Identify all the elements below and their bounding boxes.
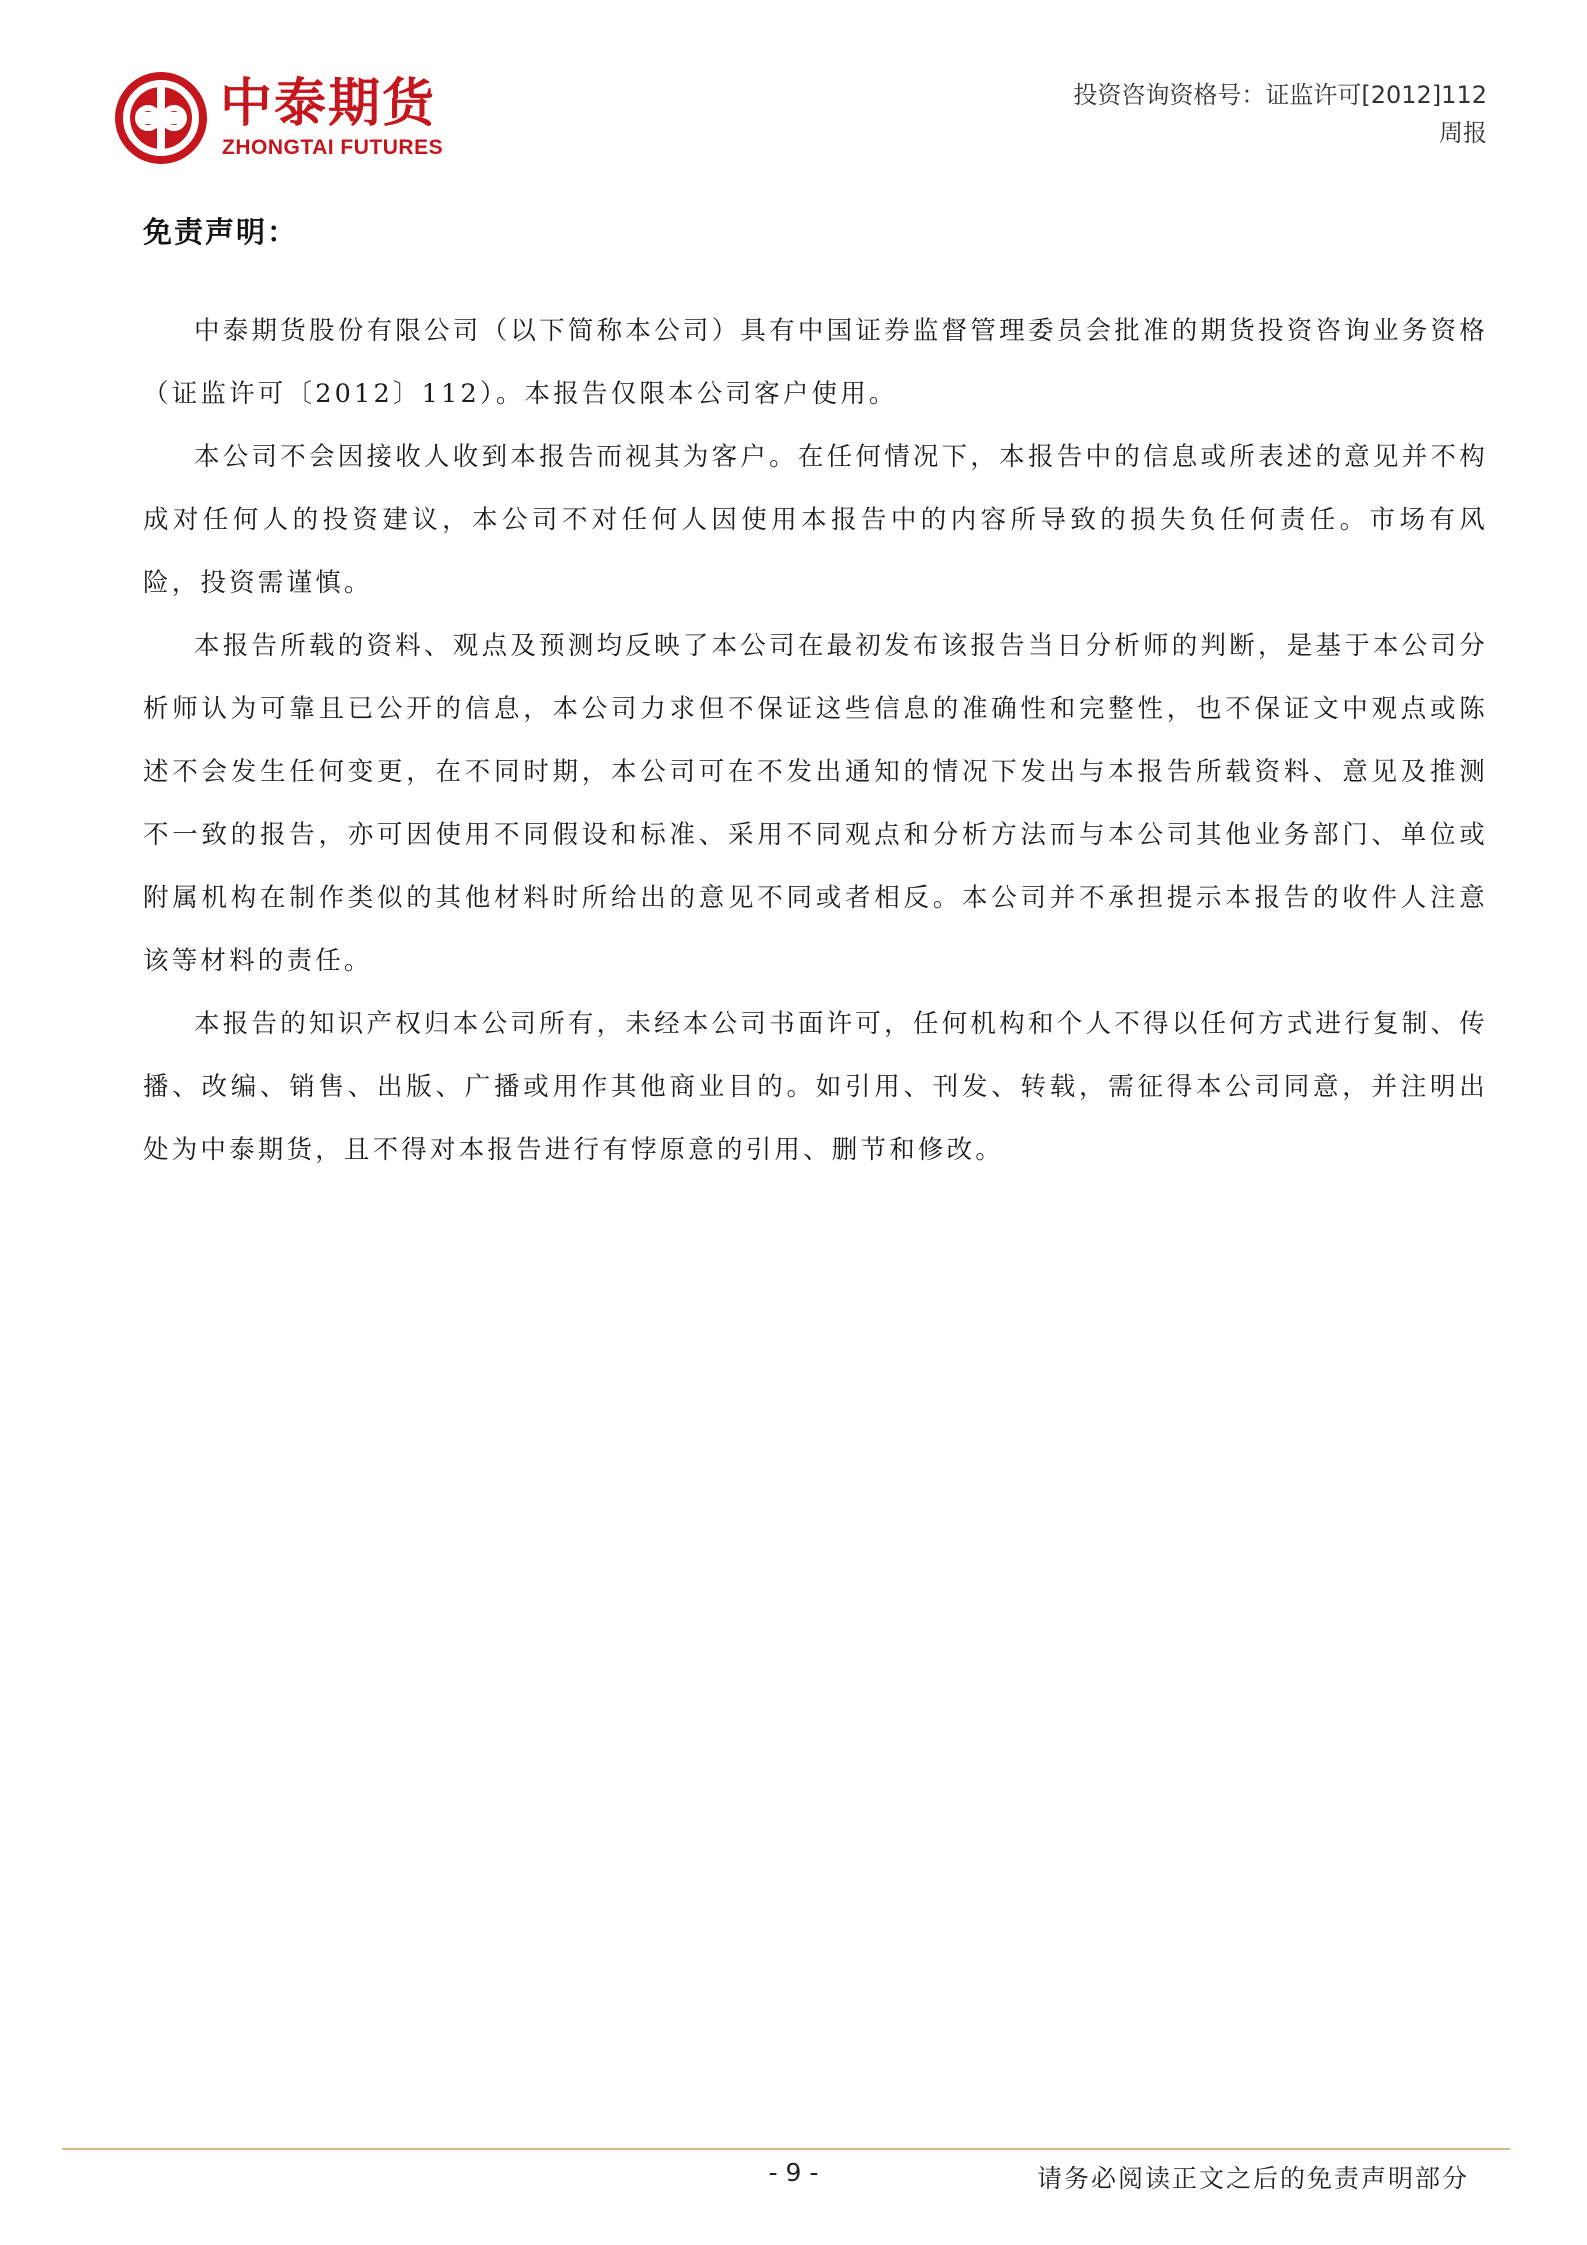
disclaimer-paragraph: 本报告的知识产权归本公司所有，未经本公司书面许可，任何机构和个人不得以任何方式进行复制、传播、改编、销售、出版、广播或用作其他商业目的。如引用、刊发、转载，需征得本公司同意，并注明出处为中泰期货，且不得对本报告进行有悖原意的引用、删节和修改。	[143, 1009, 1488, 1165]
brand-name-en: ZHONGTAI FUTURES	[222, 136, 444, 159]
disclaimer-body	[143, 300, 1488, 1182]
footer-divider	[62, 2148, 1510, 2150]
zhongtai-logo-icon	[115, 72, 207, 164]
disclaimer-paragraph: 本报告所载的资料、观点及预测均反映了本公司在最初发布该报告当日分析师的判断，是基于本公司分析师认为可靠且已公开的信息，本公司力求但不保证这些信息的准确性和完整性，也不保证文中观点或陈述不会发生任何变更，在不同时期，本公司可在不发出通知的情况下发出与本报告所载资料、意见及推测不一致的报告，亦可因使用不同假设和标准、采用不同观点和分析方法而与本公司其他业务部门、单位或附属机构在制作类似的其他材料时所给出的意见不同或者相反。本公司并不承担提示本报告的收件人注意该等材料的责任。	[143, 631, 1488, 976]
page-number: - 9 -	[768, 2158, 819, 2187]
brand-name-cn: 中泰期货	[220, 74, 437, 134]
disclaimer-paragraph: 本公司不会因接收人收到本报告而视其为客户。在任何情况下，本报告中的信息或所表述的意见并不构成对任何人的投资建议，本公司不对任何人因使用本报告中的内容所导致的损失负任何责任。市场有风险，投资需谨慎。	[143, 442, 1488, 598]
report-type: 周报	[1439, 119, 1487, 147]
header-info	[1073, 76, 1487, 152]
footer-disclaimer-note: 请务必阅读正文之后的免责声明部分	[1036, 2164, 1469, 2193]
disclaimer-heading: 免责声明：	[143, 215, 299, 249]
license-number: 投资咨询资格号：证监许可[2012]112	[1073, 81, 1487, 109]
page-header	[0, 0, 1587, 180]
disclaimer-paragraph: 中泰期货股份有限公司（以下简称本公司）具有中国证券监督管理委员会批准的期货投资咨询业务资格（证监许可〔2012〕112）。本报告仅限本公司客户使用。	[143, 316, 1488, 409]
